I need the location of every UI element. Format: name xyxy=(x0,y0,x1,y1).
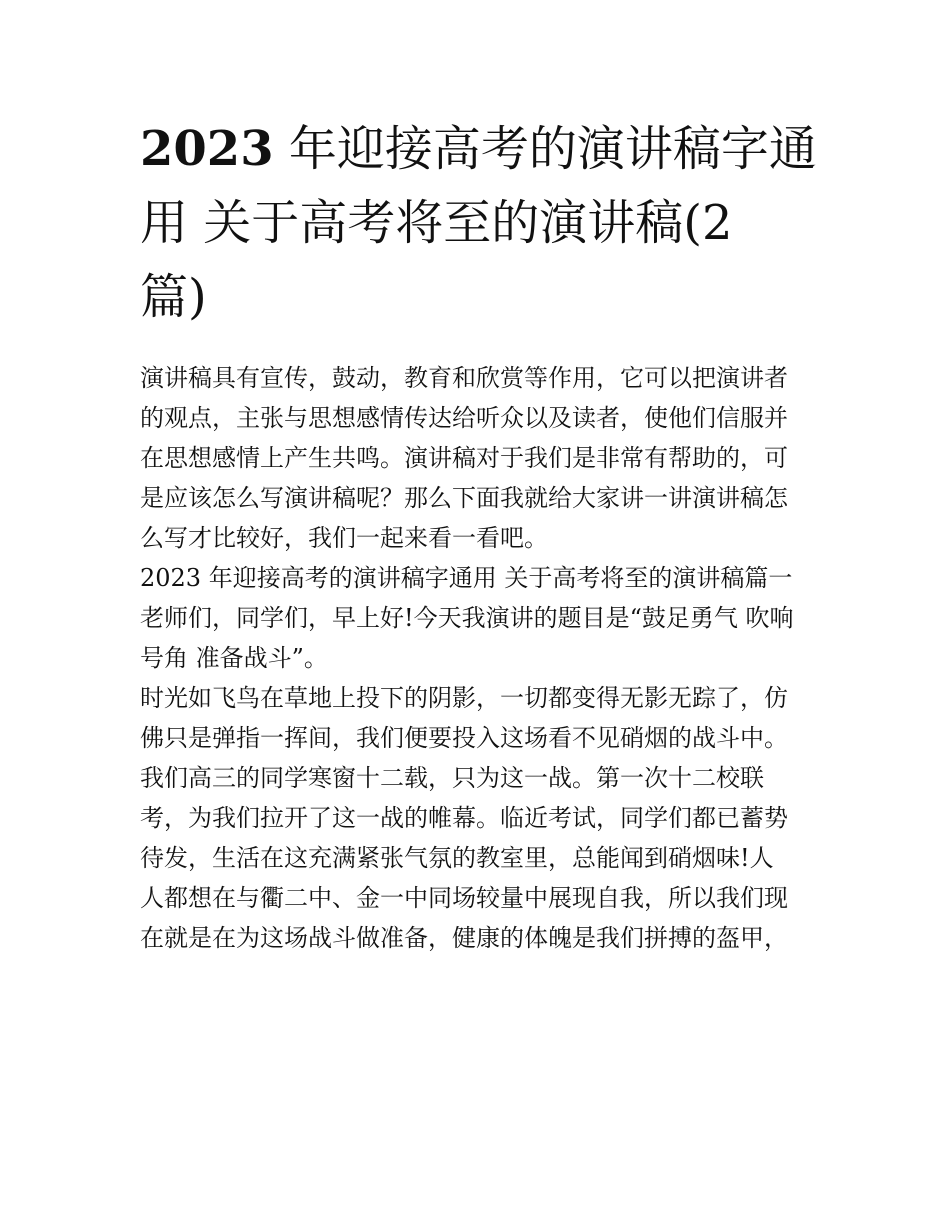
body-line-2: 佛只是弹指一挥间，我们便要投入这场看不见硝烟的战斗中。 xyxy=(140,724,788,752)
document-title xyxy=(140,112,815,334)
greeting-line-2: 号角 准备战斗”。 xyxy=(140,644,328,672)
intro-line-2: 的观点，主张与思想感情传达给听众以及读者，使他们信服并 xyxy=(140,404,788,432)
body-line-1: 时光如飞鸟在草地上投下的阴影，一切都变得无影无踪了，仿 xyxy=(140,684,788,712)
title-line-3: 篇) xyxy=(140,269,207,325)
greeting-line-1: 老师们，同学们，早上好!今天我演讲的题目是“鼓足勇气 吹响 xyxy=(140,604,794,632)
intro-paragraph xyxy=(140,358,815,558)
title-year: 2023 xyxy=(140,121,274,177)
body-paragraph xyxy=(140,678,815,958)
intro-line-5: 么写才比较好，我们一起来看一看吧。 xyxy=(140,524,548,552)
title-line-1 xyxy=(140,112,815,186)
section-subtitle xyxy=(140,558,815,598)
body-line-3: 我们高三的同学寒窗十二载，只为这一战。第一次十二校联 xyxy=(140,764,764,792)
intro-line-4: 是应该怎么写演讲稿呢？那么下面我就给大家讲一讲演讲稿怎 xyxy=(140,484,788,512)
body-line-5: 待发，生活在这充满紧张气氛的教室里，总能闻到硝烟味!人 xyxy=(140,844,774,872)
greeting-paragraph xyxy=(140,598,815,678)
intro-line-3: 在思想感情上产生共鸣。演讲稿对于我们是非常有帮助的，可 xyxy=(140,444,788,472)
intro-line-1: 演讲稿具有宣传，鼓动，教育和欣赏等作用，它可以把演讲者 xyxy=(140,364,788,392)
body-line-4: 考，为我们拉开了这一战的帷幕。临近考试，同学们都已蓄势 xyxy=(140,804,788,832)
subtitle-line: 2023 年迎接高考的演讲稿字通用 关于高考将至的演讲稿篇一 xyxy=(140,564,793,592)
title-line-2: 用 关于高考将至的演讲稿(2 xyxy=(140,195,733,251)
document-body xyxy=(140,112,815,958)
body-line-6: 人都想在与衢二中、金一中同场较量中展现自我，所以我们现 xyxy=(140,884,788,912)
body-line-7: 在就是在为这场战斗做准备，健康的体魄是我们拼搏的盔甲， xyxy=(140,924,788,952)
title-line-1-rest: 年迎接高考的演讲稿字通 xyxy=(273,121,817,177)
